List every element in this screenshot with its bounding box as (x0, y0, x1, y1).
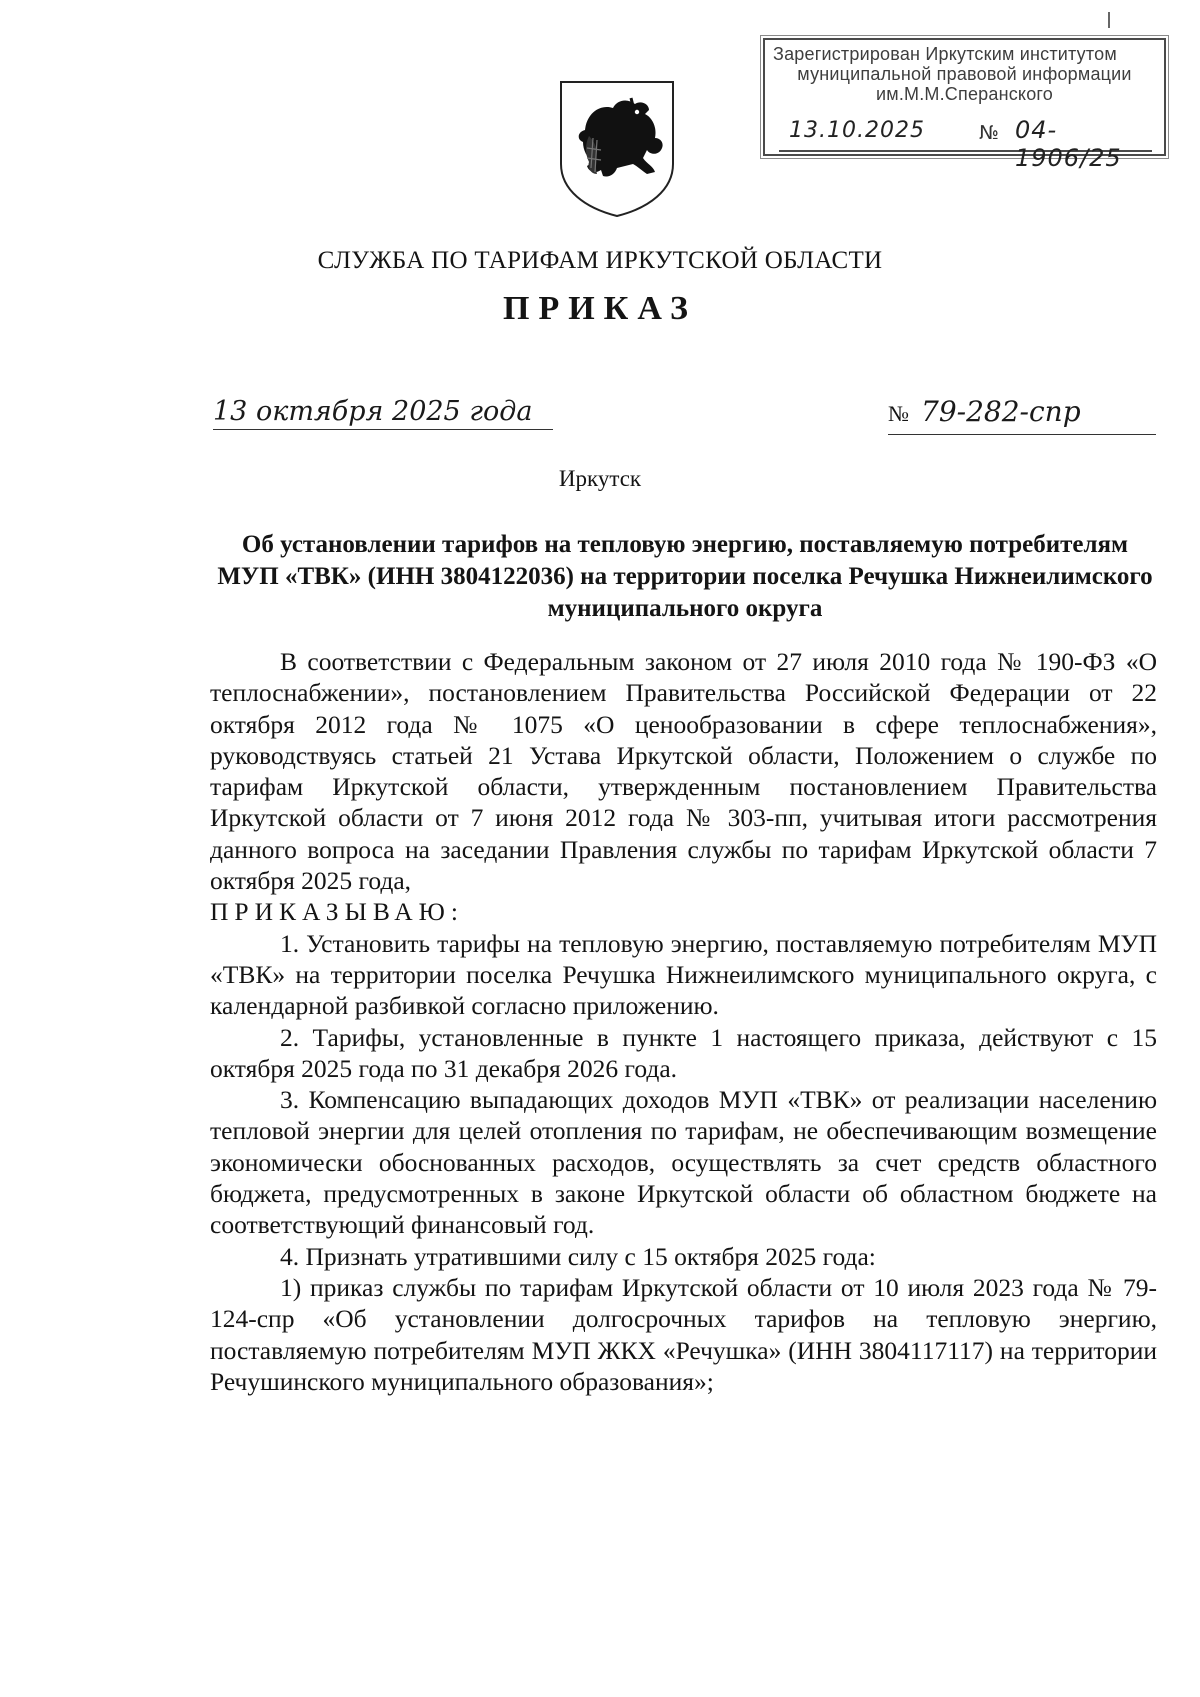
stamp-registration-row (779, 116, 1152, 172)
registration-stamp (763, 38, 1166, 172)
preamble-law-number: № 190-ФЗ (997, 647, 1116, 676)
coat-of-arms-icon (557, 78, 677, 218)
order-number-label: № (888, 401, 909, 426)
stamp-number-label: № (979, 122, 999, 144)
stamp-date: 13.10.2025 (789, 118, 925, 143)
order-subject: Об установлении тарифов на тепловую энергию, поставляемую потребителям МУП «ТВК» (ИНН 3804122036) на территории поселка Речушка Нижнеилимского муниципального округа (217, 531, 1153, 622)
preamble-paragraph (210, 646, 1157, 896)
order-number-field (888, 395, 1156, 435)
order-item-1: 1. Установить тарифы на тепловую энергию, поставляемую потребителям МУП «ТВК» на территории поселка Речушка Нижнеилимского муниципального округа, с календарной разбивкой согласно приложению. (210, 928, 1157, 1021)
stamp-line-3: им.М.М.Сперанского (875, 84, 1053, 104)
document-type: ПРИКАЗ (503, 290, 697, 327)
stamp-number: 04-1906/25 (1015, 116, 1122, 172)
order-word: ПРИКАЗЫВАЮ: (210, 897, 464, 927)
issue-city: Иркутск (558, 466, 642, 491)
order-number-handwritten: 79-282-спр (921, 395, 1081, 428)
preamble-regulation-number: № 303-пп, (685, 803, 809, 833)
stamp-line-1: Зарегистрирован Иркутским институтом (773, 44, 1117, 64)
order-body (210, 646, 1157, 1397)
agency-name: СЛУЖБА ПО ТАРИФАМ ИРКУТСКОЙ ОБЛАСТИ (317, 247, 883, 274)
scan-mark (1108, 12, 1110, 28)
order-item-4-subitem-1: 1) приказ службы по тарифам Иркутской области от 10 июля 2023 года № 79-124-спр «Об установлении долгосрочных тарифов на тепловую энергию, поставляемую потребителям МУП ЖКХ «Речушка» (ИНН 3804117117) на территории Речушинского муниципального образования»; (210, 1272, 1157, 1396)
preamble-decree-number: № 1075 (453, 709, 563, 739)
preamble-part-c: «О теплоснабжении», постановлением Правительства Российской Федерации от 22 октября 2012 года (210, 647, 1157, 739)
order-date-handwritten: 13 октября 2025 года (213, 395, 553, 430)
preamble-part-a: В соответствии с Федеральным законом от 27 июля 2010 года (280, 647, 987, 676)
order-item-2: 2. Тарифы, установленные в пункте 1 настоящего приказа, действуют с 15 октября 2025 года по 31 декабря 2026 года. (210, 1022, 1157, 1083)
order-item-3: 3. Компенсацию выпадающих доходов МУП «ТВК» от реализации населению тепловой энергии для целей отопления по тарифам, не обеспечивающим возмещение экономически обоснованных расходов, осуществлять за счет средств областного бюджета, предусмотренных в законе Иркутской области об областном бюджете на соответствующий финансовый год. (210, 1085, 1157, 1240)
preamble-part-e: «О ценообразовании в сфере теплоснабжения», руководствуясь статьей 21 Устава Иркутской области, Положением о службе по тарифам Иркутской области, утвержденным постановлением Правительства Иркутской области от 7 июня 2012 года (210, 709, 1157, 833)
order-item-4: 4. Признать утратившими силу с 15 октября 2025 года: (280, 1241, 876, 1271)
preamble-part-g: учитывая итоги рассмотрения данного вопроса на заседании Правления службы по тарифам Иркутской области 7 октября 2025 года, (210, 803, 1157, 896)
stamp-line-2: муниципальной правовой информации (797, 64, 1132, 84)
